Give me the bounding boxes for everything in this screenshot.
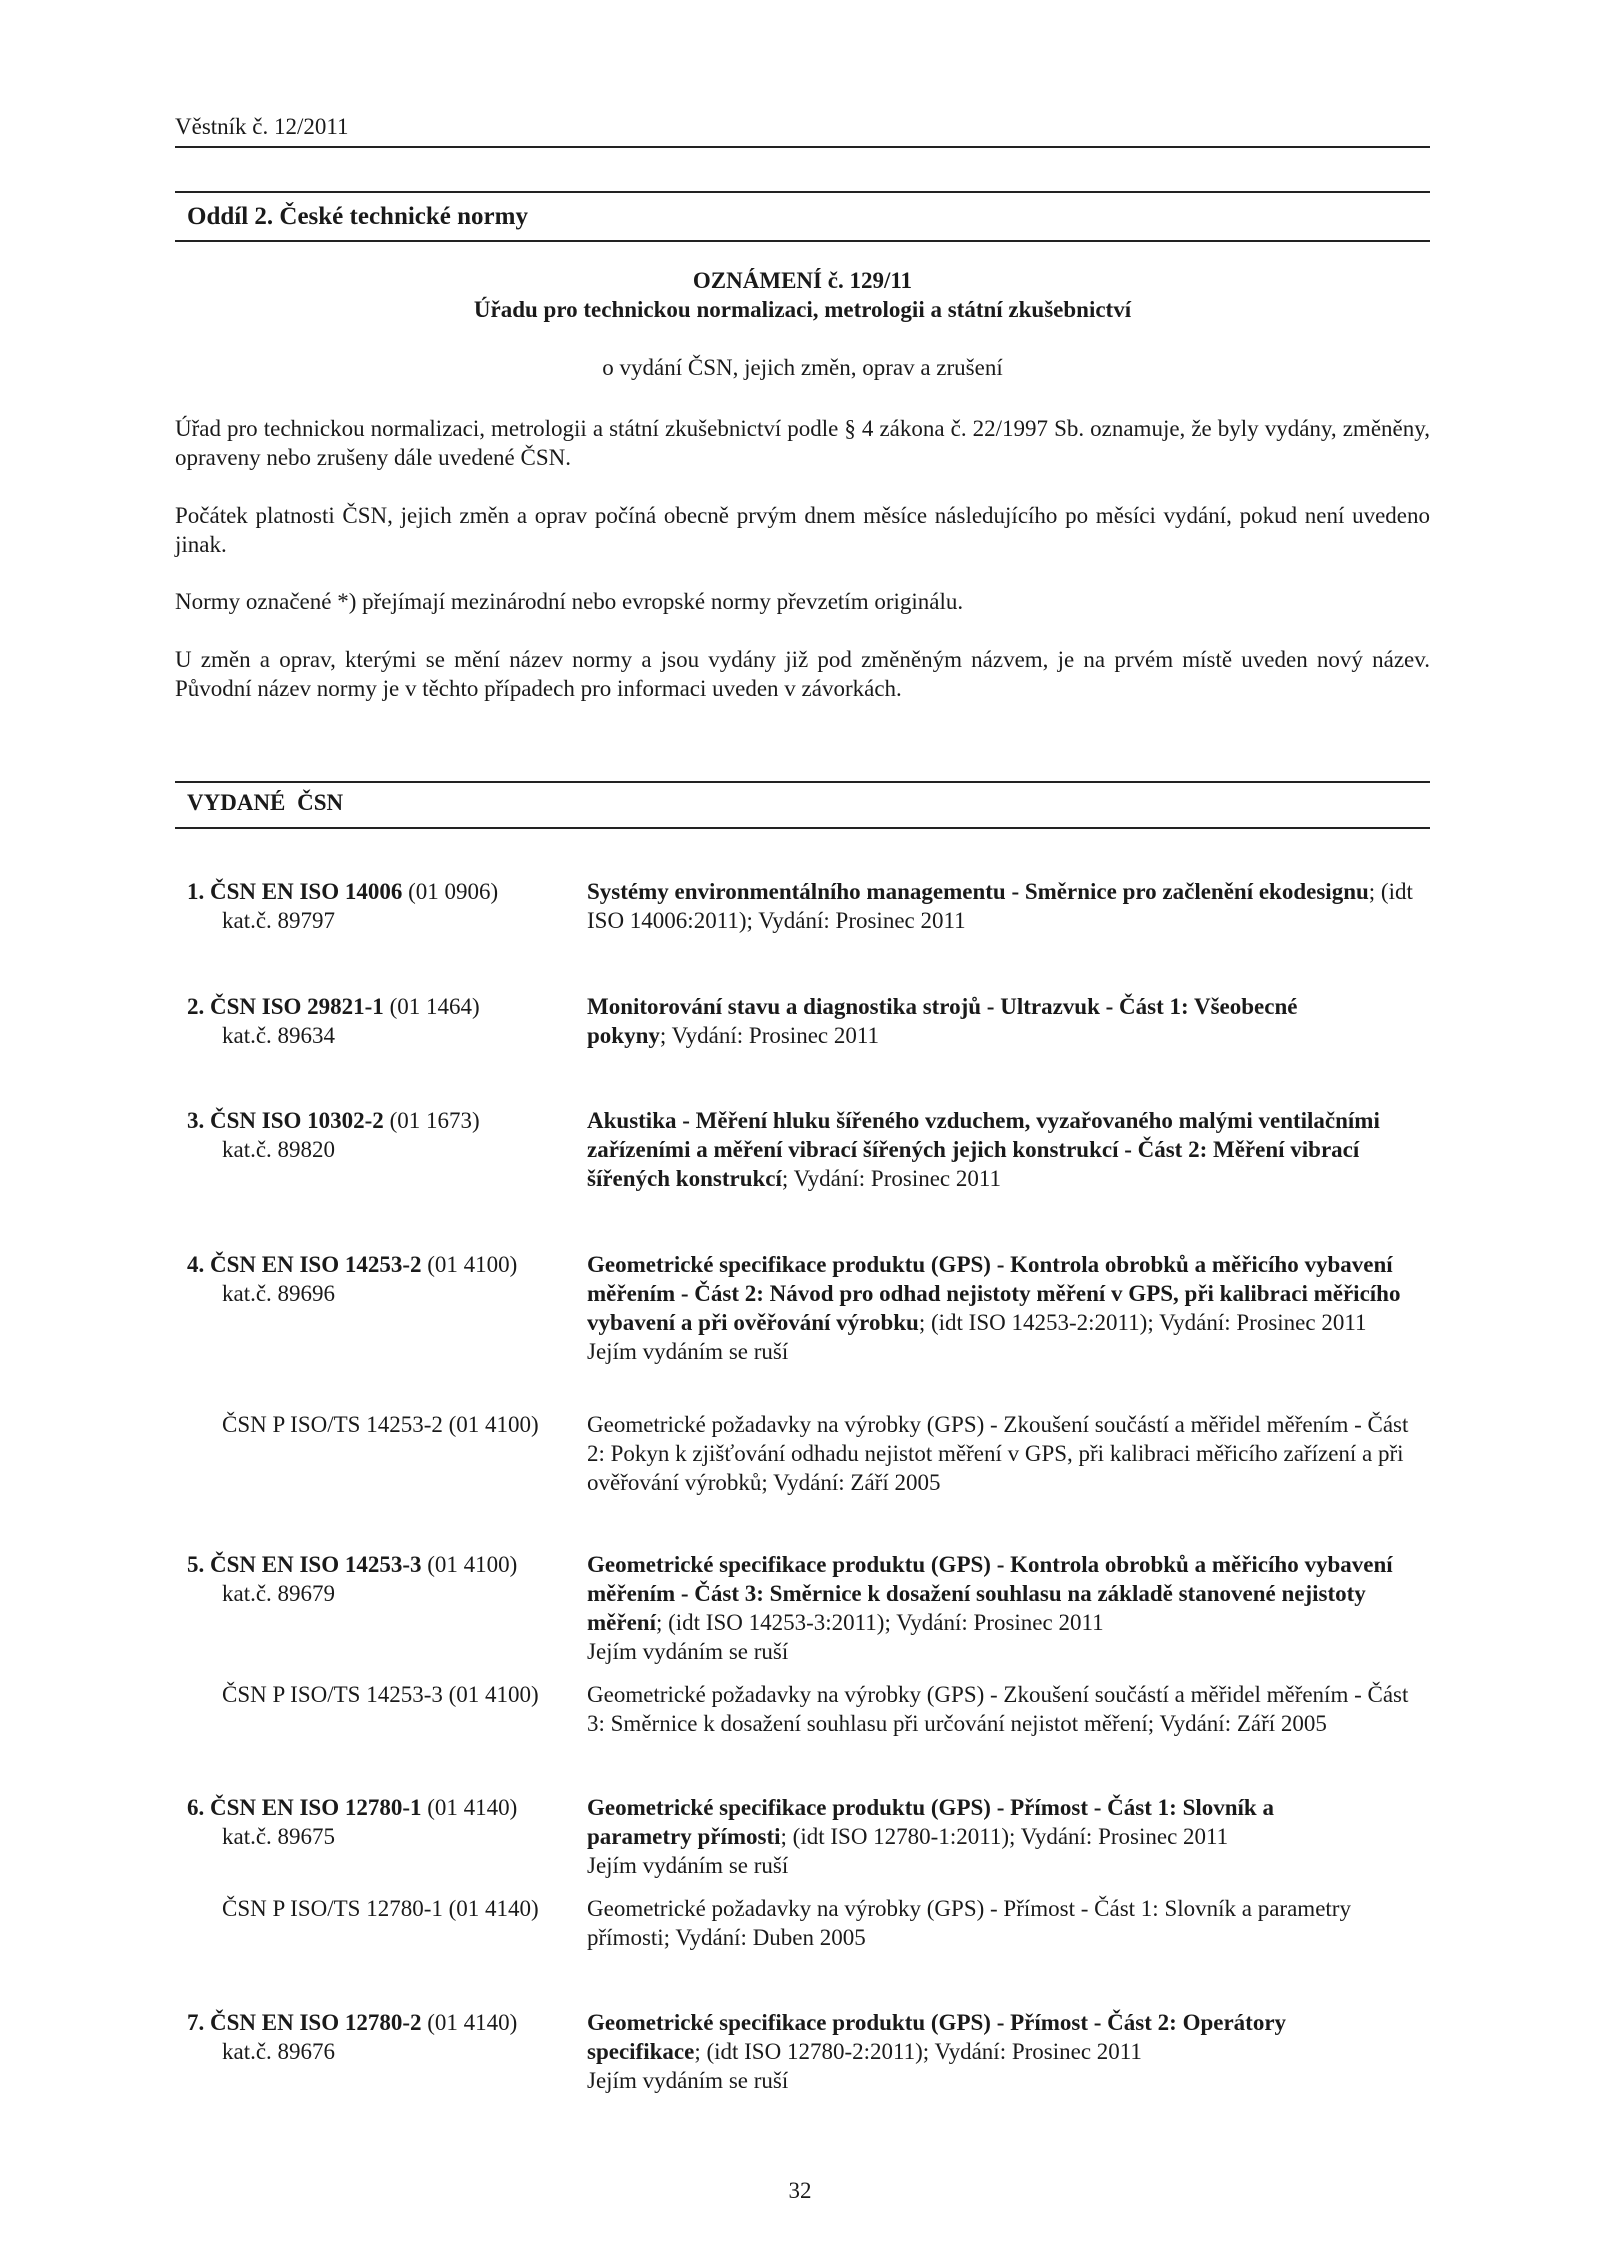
entry-number: 2. — [187, 994, 205, 1019]
standard-details: ; (idt ISO 12780-2:2011); Vydání: Prosinec 2011 — [694, 2039, 1142, 2064]
catalog-number: kat.č. 89679 — [222, 1581, 336, 1606]
section-title: Oddíl 2. České technické normy — [187, 203, 528, 230]
catalog-number: kat.č. 89696 — [222, 1281, 336, 1306]
standard-entry-id — [187, 1106, 567, 1164]
standard-description — [587, 2008, 1387, 2095]
standard-title: Geometrické specifikace produktu (GPS) - Přímost - Část 1: Slovník a parametry přímosti — [587, 1795, 1274, 1849]
standard-class: (01 1464) — [389, 994, 480, 1019]
cancel-note: Jejím vydáním se ruší — [587, 1639, 789, 1664]
standard-title: Geometrické specifikace produktu (GPS) - Kontrola obrobků a měřicího vybavení měřením - Část 2: Návod pro odhad nejistoty měření v GPS, při kalibraci měřicího vybavení a při ověřování výrobku — [587, 1252, 1401, 1335]
cancelled-standard-code: ČSN P ISO/TS 14253-3 (01 4100) — [222, 1682, 539, 1707]
cancelled-standard-code: ČSN P ISO/TS 12780-1 (01 4140) — [222, 1896, 539, 1921]
notice-subject: o vydání ČSN, jejich změn, oprav a zrušení — [602, 355, 1003, 380]
standard-details: ; (idt ISO 12780-1:2011); Vydání: Prosinec 2011 — [780, 1824, 1229, 1849]
entry-number: 6. — [187, 1795, 205, 1820]
standard-title: Akustika - Měření hluku šířeného vzduchem, vyzařovaného malými ventilačními zařízeními a měření vibrací šířených jejich konstrukcí - Část 2: Měření vibrací šířených konstrukcí — [587, 1108, 1380, 1191]
entry-number: 7. — [187, 2010, 205, 2035]
standard-entry-id — [187, 992, 567, 1050]
issued-rule-bottom — [175, 827, 1430, 829]
issued-rule-top — [175, 781, 1430, 783]
standard-title: Systémy environmentálního managementu - Směrnice pro začlenění ekodesignu — [587, 879, 1369, 904]
standard-class: (01 4140) — [427, 2010, 518, 2035]
header-rule — [175, 146, 1430, 148]
cancelled-standard-code: ČSN P ISO/TS 14253-2 (01 4100) — [222, 1412, 539, 1437]
cancelled-standard-description: Geometrické požadavky na výrobky (GPS) - Zkoušení součástí a měřidel měřením - Část 2: Pokyn k zjišťování odhadu nejistot měření v GPS, při kalibraci měřicího zařízení a při ověřování výrobků; Vydání: Září 2005 — [587, 1412, 1409, 1495]
standard-title: Monitorování stavu a diagnostika strojů - Ultrazvuk - Část 1: Všeobecné pokyny — [587, 994, 1298, 1048]
standard-code: ČSN EN ISO 12780-2 — [210, 2010, 422, 2035]
section-rule-bottom — [175, 240, 1430, 242]
standard-description — [587, 1106, 1397, 1193]
standard-details: ; (idt ISO 14253-3:2011); Vydání: Prosinec 2011 — [655, 1610, 1104, 1635]
standard-details: ; (idt ISO 14253-2:2011); Vydání: Prosinec 2011 — [918, 1310, 1367, 1335]
validity-paragraph: Počátek platnosti ČSN, jejich změn a oprav počíná obecně prvým dnem měsíce následujícího po měsíci vydání, pokud není uvedeno jinak. — [175, 503, 1430, 557]
entry-number: 5. — [187, 1552, 205, 1577]
standard-entry-id — [187, 1793, 567, 1851]
standard-class: (01 0906) — [408, 879, 499, 904]
cancel-note: Jejím vydáním se ruší — [587, 1853, 789, 1878]
cancel-note: Jejím vydáním se ruší — [587, 1339, 789, 1364]
standard-code: ČSN EN ISO 14006 — [210, 879, 403, 904]
standard-description — [587, 1250, 1407, 1366]
standard-class: (01 4140) — [427, 1795, 518, 1820]
standard-class: (01 4100) — [427, 1552, 518, 1577]
standard-details: ; (idt ISO 14006:2011); Vydání: Prosinec 2011 — [587, 879, 1413, 933]
notice-number: OZNÁMENÍ č. 129/11 — [692, 268, 913, 293]
standard-entry-id — [187, 1250, 567, 1308]
standard-description — [587, 992, 1367, 1050]
cancelled-standard-description: Geometrické požadavky na výrobky (GPS) - Přímost - Část 1: Slovník a parametry přímosti; Vydání: Duben 2005 — [587, 1896, 1351, 1950]
standard-details: ; Vydání: Prosinec 2011 — [659, 1023, 880, 1048]
standard-description — [587, 877, 1432, 935]
cancel-note: Jejím vydáním se ruší — [587, 2068, 789, 2093]
standard-title: Geometrické specifikace produktu (GPS) - Přímost - Část 2: Operátory specifikace — [587, 2010, 1287, 2064]
standard-entry-id — [187, 1550, 567, 1608]
standard-code: ČSN EN ISO 14253-3 — [210, 1552, 422, 1577]
standard-details: ; Vydání: Prosinec 2011 — [781, 1166, 1002, 1191]
standard-code: ČSN ISO 29821-1 — [210, 994, 384, 1019]
notice-authority: Úřadu pro technickou normalizaci, metrologii a státní zkušebnictví — [473, 297, 1132, 322]
entry-number: 1. — [187, 879, 205, 904]
rename-paragraph: U změn a oprav, kterými se mění název normy a jsou vydány již pod změněným názvem, je na prvém místě uveden nový název. Původní název normy je v těchto případech pro informaci uveden v závorkách. — [175, 647, 1430, 701]
catalog-number: kat.č. 89634 — [222, 1023, 336, 1048]
standard-code: ČSN ISO 10302-2 — [210, 1108, 384, 1133]
catalog-number: kat.č. 89676 — [222, 2039, 336, 2064]
standard-class: (01 1673) — [389, 1108, 480, 1133]
adoption-paragraph: Normy označené *) přejímají mezinárodní nebo evropské normy převzetím originálu. — [175, 589, 964, 614]
cancelled-standard-description: Geometrické požadavky na výrobky (GPS) - Zkoušení součástí a měřidel měřením - Část 3: Směrnice k dosažení souhlasu při určování nejistot měření; Vydání: Září 2005 — [587, 1682, 1409, 1736]
section-rule-top — [175, 191, 1430, 193]
standard-entry-id — [187, 877, 567, 935]
standard-entry-id — [187, 2008, 567, 2066]
entry-number: 3. — [187, 1108, 205, 1133]
catalog-number: kat.č. 89797 — [222, 908, 336, 933]
intro-paragraph: Úřad pro technickou normalizaci, metrologii a státní zkušebnictví podle § 4 zákona č. 22/1997 Sb. oznamuje, že byly vydány, změněny, opraveny nebo zrušeny dále uvedené ČSN. — [175, 416, 1430, 470]
page-number: 32 — [788, 2178, 812, 2203]
standard-description — [587, 1793, 1307, 1880]
standard-code: ČSN EN ISO 14253-2 — [210, 1252, 422, 1277]
standard-class: (01 4100) — [427, 1252, 518, 1277]
entry-number: 4. — [187, 1252, 205, 1277]
standard-code: ČSN EN ISO 12780-1 — [210, 1795, 422, 1820]
catalog-number: kat.č. 89675 — [222, 1824, 336, 1849]
journal-header: Věstník č. 12/2011 — [175, 114, 349, 139]
standard-title: Geometrické specifikace produktu (GPS) - Kontrola obrobků a měřicího vybavení měřením - Část 3: Směrnice k dosažení souhlasu na základě stanovené nejistoty měření — [587, 1552, 1393, 1635]
catalog-number: kat.č. 89820 — [222, 1137, 336, 1162]
standard-description — [587, 1550, 1432, 1666]
issued-heading: VYDANÉ ČSN — [187, 790, 344, 815]
